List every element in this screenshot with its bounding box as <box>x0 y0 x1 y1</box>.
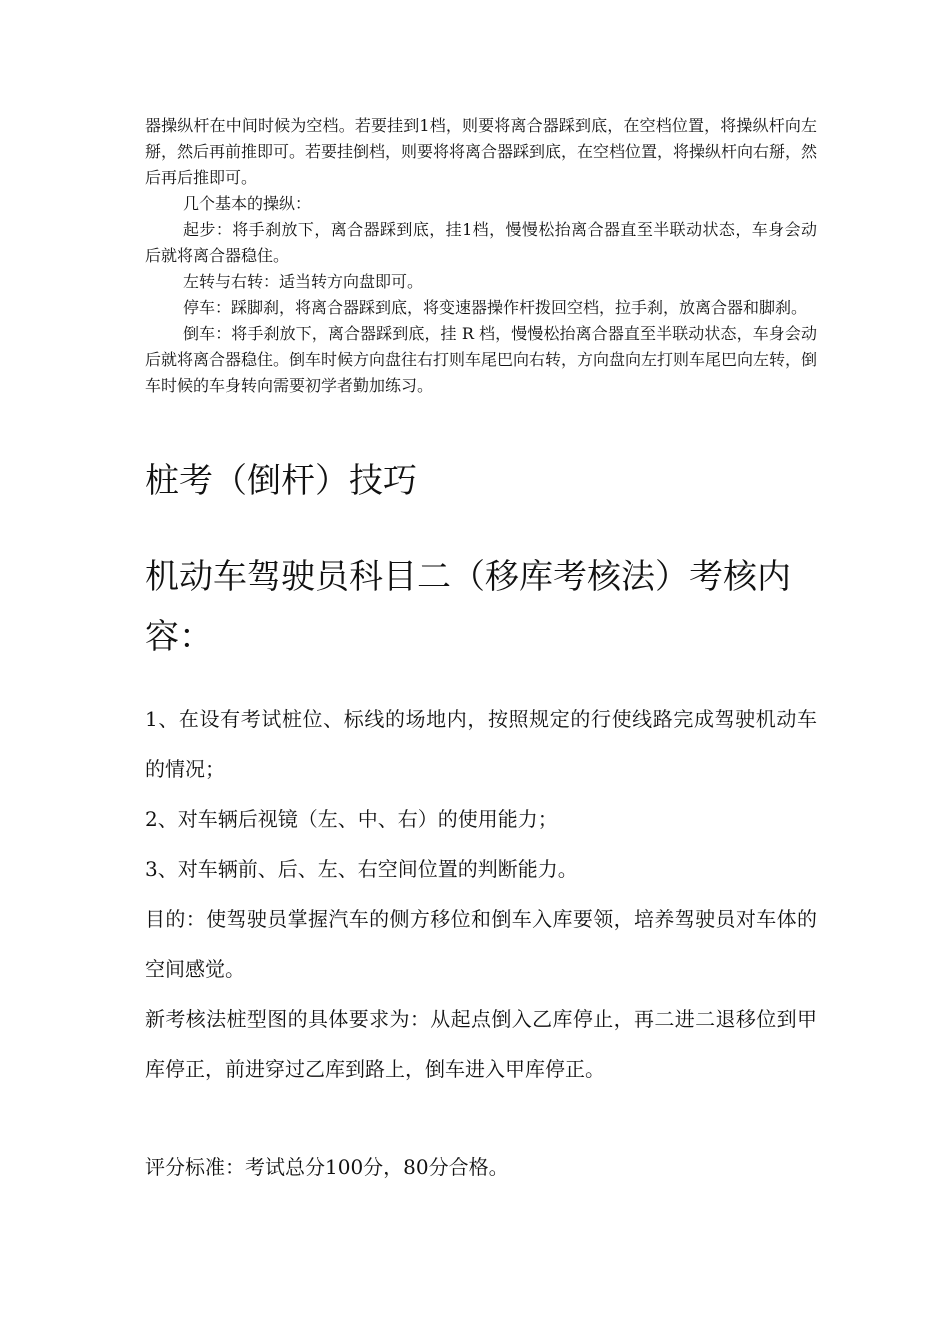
intro-paragraph: 左转与右转：适当转方向盘即可。 <box>183 272 424 291</box>
intro-section <box>145 113 817 399</box>
list-item: 2、对车辆后视镜（左、中、右）的使用能力； <box>145 807 558 831</box>
scoring-text: 评分标准：考试总分100分，80分合格。 <box>145 1155 509 1179</box>
purpose-text: 目的：使驾驶员掌握汽车的侧方移位和倒车入库要领，培养驾驶员对车体的空间感觉。 <box>145 907 817 981</box>
requirement-text: 新考核法桩型图的具体要求为：从起点倒入乙库停止，再二进二退移位到甲库停正，前进穿过乙库到路上，倒车进入甲库停正。 <box>145 1007 817 1081</box>
section-heading: 桩考（倒杆）技巧 <box>145 461 417 501</box>
list-item: 1、在设有考试桩位、标线的场地内，按照规定的行使线路完成驾驶机动车的情况； <box>145 707 817 781</box>
intro-paragraph: 起步：将手刹放下，离合器踩到底，挂1档，慢慢松抬离合器直至半联动状态，车身会动后就将离合器稳住。 <box>145 220 817 265</box>
section-heading: 机动车驾驶员科目二（移库考核法）考核内容： <box>145 557 791 657</box>
intro-paragraph: 停车：踩脚刹，将离合器踩到底，将变速器操作杆拨回空档，拉手刹，放离合器和脚刹。 <box>183 298 808 317</box>
intro-paragraph: 几个基本的操纵： <box>183 194 312 213</box>
list-item: 3、对车辆前、后、左、右空间位置的判断能力。 <box>145 857 578 881</box>
intro-paragraph: 倒车：将手刹放下，离合器踩到底，挂 R 档，慢慢松抬离合器直至半联动状态，车身会动后就将离合器稳住。倒车时候方向盘往右打则车尾巴向右转，方向盘向左打则车尾巴向左转，倒车时候的车身转向需要初学者勤加练习。 <box>145 324 818 395</box>
intro-paragraph: 器操纵杆在中间时候为空档。若要挂到1档，则要将离合器踩到底，在空档位置，将操纵杆向左掰，然后再前推即可。若要挂倒档，则要将将离合器踩到底，在空档位置，将操纵杆向右掰，然后再后推即可。 <box>145 116 818 187</box>
